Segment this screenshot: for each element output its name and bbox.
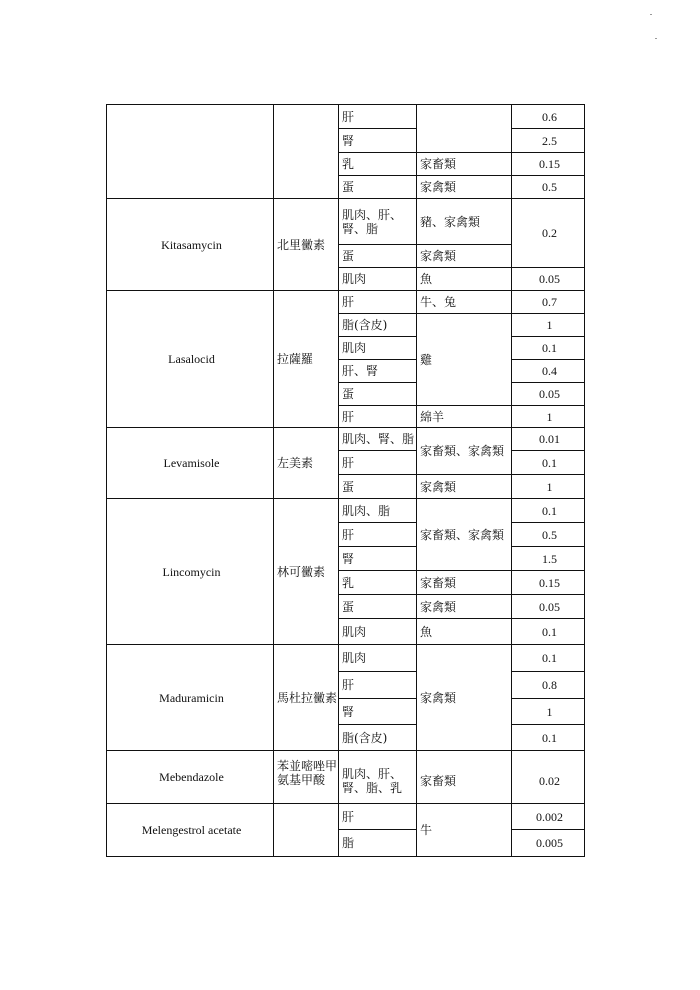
species-cell — [417, 105, 512, 153]
species-cell: 家畜類 — [417, 571, 512, 595]
species-cell: 魚 — [417, 268, 512, 291]
mrl-value-cell: 1 — [512, 314, 585, 337]
tissue-cell: 乳 — [339, 571, 417, 595]
tissue-cell: 肌肉、肝、腎、脂、乳 — [339, 751, 417, 804]
mrl-value-cell: 1 — [512, 699, 585, 725]
mrl-value-cell: 0.1 — [512, 619, 585, 645]
drug-name-en: Lasalocid — [107, 291, 274, 428]
mrl-value-cell: 0.1 — [512, 337, 585, 360]
mrl-value-cell: 0.15 — [512, 153, 585, 176]
tissue-cell: 肌肉 — [339, 337, 417, 360]
scan-speck — [655, 38, 657, 39]
table-row — [107, 645, 585, 672]
tissue-cell: 蛋 — [339, 475, 417, 499]
tissue-cell: 蛋 — [339, 245, 417, 268]
table-row — [107, 105, 585, 129]
table-row — [107, 199, 585, 245]
drug-name-zh — [274, 804, 339, 857]
drug-name-zh: 林可黴素 — [274, 499, 339, 645]
species-cell: 家禽類 — [417, 176, 512, 199]
species-cell: 家畜類 — [417, 153, 512, 176]
tissue-cell: 肌肉 — [339, 268, 417, 291]
tissue-cell: 肝 — [339, 672, 417, 699]
species-cell: 家禽類 — [417, 645, 512, 751]
species-cell: 雞 — [417, 314, 512, 406]
mrl-value-cell: 0.5 — [512, 176, 585, 199]
mrl-value-cell: 0.1 — [512, 451, 585, 475]
tissue-cell: 腎 — [339, 129, 417, 153]
mrl-value-cell: 0.6 — [512, 105, 585, 129]
drug-name-zh: 苯並嘧唑甲氨基甲酸 — [274, 751, 339, 804]
mrl-value-cell: 0.01 — [512, 428, 585, 451]
tissue-cell: 脂 — [339, 830, 417, 857]
drug-name-zh: 馬杜拉黴素 — [274, 645, 339, 751]
tissue-cell: 肌肉、脂 — [339, 499, 417, 523]
tissue-cell: 肌肉、腎、脂 — [339, 428, 417, 451]
tissue-cell: 肝 — [339, 291, 417, 314]
mrl-value-cell: 0.15 — [512, 571, 585, 595]
table-row — [107, 428, 585, 451]
mrl-value-cell: 0.2 — [512, 199, 585, 268]
drug-name-en: Levamisole — [107, 428, 274, 499]
table-row — [107, 291, 585, 314]
mrl-value-cell: 0.5 — [512, 523, 585, 547]
residue-limit-table — [106, 104, 585, 857]
table-row — [107, 751, 585, 804]
mrl-value-cell: 0.05 — [512, 595, 585, 619]
tissue-cell: 肝 — [339, 406, 417, 428]
species-cell: 家畜類 — [417, 751, 512, 804]
mrl-value-cell: 0.005 — [512, 830, 585, 857]
mrl-value-cell: 0.8 — [512, 672, 585, 699]
scan-speck — [650, 14, 652, 15]
table-row — [107, 499, 585, 523]
mrl-value-cell: 0.4 — [512, 360, 585, 383]
drug-name-zh: 左美素 — [274, 428, 339, 499]
tissue-cell: 肌肉 — [339, 645, 417, 672]
drug-name-zh — [274, 105, 339, 199]
tissue-cell: 肝 — [339, 523, 417, 547]
tissue-cell: 肝 — [339, 804, 417, 830]
drug-name-en: Lincomycin — [107, 499, 274, 645]
mrl-value-cell: 0.1 — [512, 645, 585, 672]
drug-name-en: Maduramicin — [107, 645, 274, 751]
drug-name-en: Melengestrol acetate — [107, 804, 274, 857]
tissue-cell: 蛋 — [339, 383, 417, 406]
drug-name-zh: 拉薩羅 — [274, 291, 339, 428]
tissue-cell: 腎 — [339, 699, 417, 725]
tissue-cell: 肝、腎 — [339, 360, 417, 383]
tissue-cell: 脂(含皮) — [339, 314, 417, 337]
mrl-value-cell: 0.1 — [512, 499, 585, 523]
tissue-cell: 乳 — [339, 153, 417, 176]
mrl-value-cell: 1 — [512, 475, 585, 499]
species-cell: 牛、兔 — [417, 291, 512, 314]
drug-name-en — [107, 105, 274, 199]
species-cell: 牛 — [417, 804, 512, 857]
species-cell: 家禽類 — [417, 595, 512, 619]
mrl-value-cell: 0.05 — [512, 268, 585, 291]
mrl-value-cell: 1 — [512, 406, 585, 428]
species-cell: 家禽類 — [417, 245, 512, 268]
mrl-value-cell: 0.02 — [512, 751, 585, 804]
tissue-cell: 肝 — [339, 105, 417, 129]
mrl-value-cell: 0.1 — [512, 725, 585, 751]
species-cell: 家畜類、家禽類 — [417, 499, 512, 571]
mrl-value-cell: 0.7 — [512, 291, 585, 314]
tissue-cell: 脂(含皮) — [339, 725, 417, 751]
tissue-cell: 腎 — [339, 547, 417, 571]
mrl-value-cell: 0.002 — [512, 804, 585, 830]
tissue-cell: 肌肉、肝、腎、脂 — [339, 199, 417, 245]
tissue-cell: 肝 — [339, 451, 417, 475]
species-cell: 魚 — [417, 619, 512, 645]
drug-name-en: Kitasamycin — [107, 199, 274, 291]
tissue-cell: 肌肉 — [339, 619, 417, 645]
table-row — [107, 804, 585, 830]
tissue-cell: 蛋 — [339, 595, 417, 619]
drug-name-zh: 北里黴素 — [274, 199, 339, 291]
mrl-value-cell: 2.5 — [512, 129, 585, 153]
mrl-value-cell: 0.05 — [512, 383, 585, 406]
mrl-value-cell: 1.5 — [512, 547, 585, 571]
species-cell: 豬、家禽類 — [417, 199, 512, 245]
species-cell: 綿羊 — [417, 406, 512, 428]
species-cell: 家禽類 — [417, 475, 512, 499]
species-cell: 家畜類、家禽類 — [417, 428, 512, 475]
tissue-cell: 蛋 — [339, 176, 417, 199]
drug-name-en: Mebendazole — [107, 751, 274, 804]
